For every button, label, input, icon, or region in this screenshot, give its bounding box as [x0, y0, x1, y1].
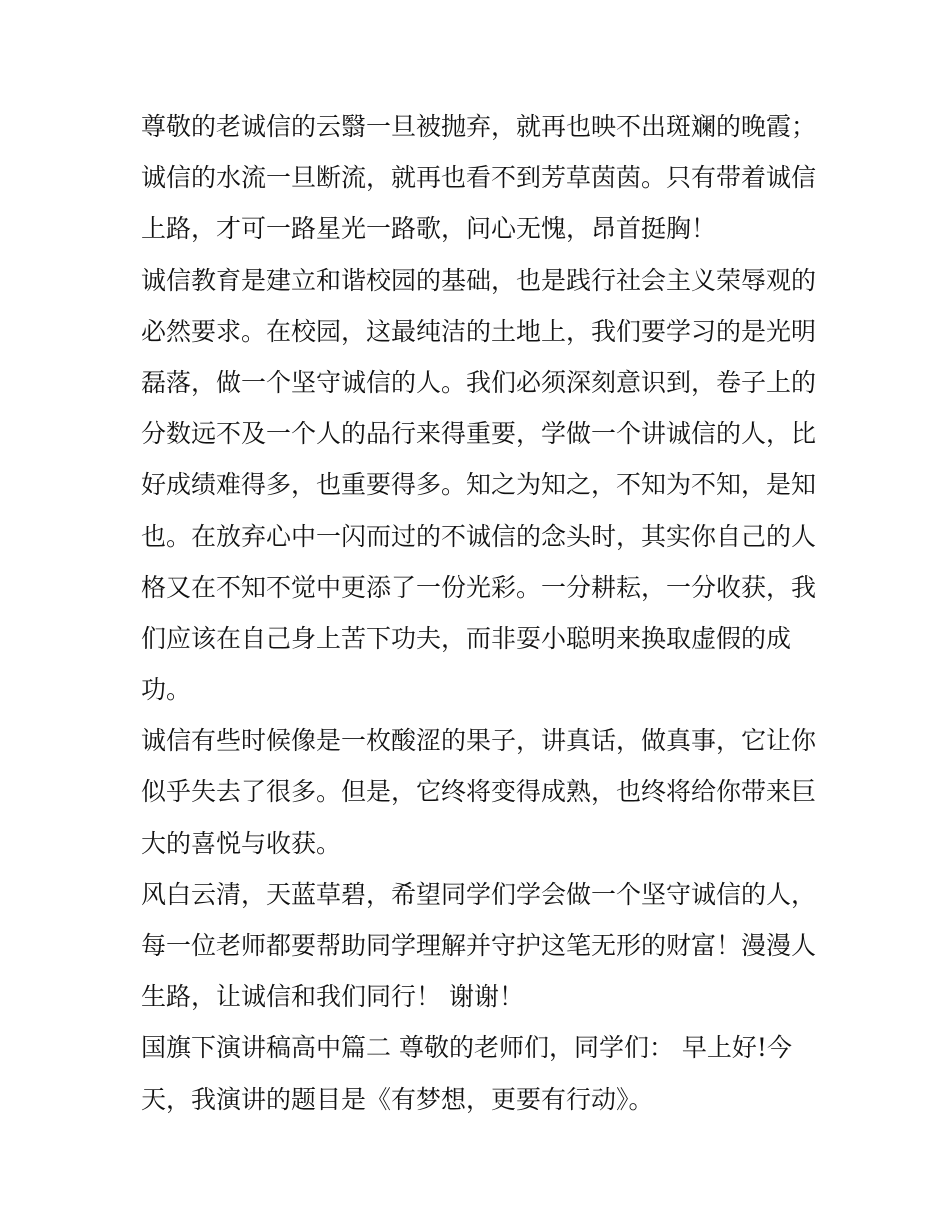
text-line: 诚信有些时候像是一枚酸涩的果子，讲真话，做真事，它让你 — [141, 726, 817, 756]
document-body — [141, 101, 821, 1125]
text-line: 们应该在自己身上苦下功夫，而非耍小聪明来换取虚假的成 — [141, 623, 792, 653]
text-line: 大的喜悦与收获。 — [141, 828, 342, 858]
text-line: 尊敬的老诚信的云翳一旦被抛弃，就再也映不出斑斓的晚霞； — [141, 112, 817, 141]
text-line: 好成绩难得多，也重要得多。知之为知之，不知为不知，是知 — [141, 470, 817, 500]
text-line: 诚信教育是建立和谐校园的基础，也是践行社会主义荣辱观的 — [141, 265, 817, 295]
text-line: 功。 — [141, 675, 192, 705]
text-line: 似乎失去了很多。但是，它终将变得成熟，也终将给你带来巨 — [141, 777, 817, 807]
text-line: 磊落，做一个坚守诚信的人。我们必须深刻意识到，卷子上的 — [141, 367, 817, 397]
text-line: 必然要求。在校园，这最纯洁的土地上，我们要学习的是光明 — [141, 316, 817, 346]
text-line: 生路，让诚信和我们同行！ 谢谢！ — [141, 982, 524, 1012]
text-line: 风白云清，天蓝草碧，希望同学们学会做一个坚守诚信的人， — [141, 879, 817, 909]
text-line: 也。在放弃心中一闪而过的不诚信的念头时，其实你自己的人 — [141, 521, 817, 551]
text-line: 国旗下演讲稿高中篇二 尊敬的老师们，同学们： 早上好!今 — [141, 1033, 792, 1063]
text-line: 分数远不及一个人的品行来得重要，学做一个讲诚信的人，比 — [141, 419, 817, 449]
text-line: 格又在不知不觉中更添了一份光彩。一分耕耘，一分收获，我 — [141, 572, 817, 602]
text-line: 诚信的水流一旦断流，就再也看不到芳草茵茵。只有带着诚信 — [141, 163, 817, 193]
text-line: 上路，才可一路星光一路歌，问心无愧，昂首挺胸！ — [141, 214, 717, 244]
text-line: 每一位老师都要帮助同学理解并守护这笔无形的财富！漫漫人 — [141, 931, 817, 960]
text-line: 天，我演讲的题目是《有梦想，更要有行动》。 — [141, 1084, 654, 1114]
